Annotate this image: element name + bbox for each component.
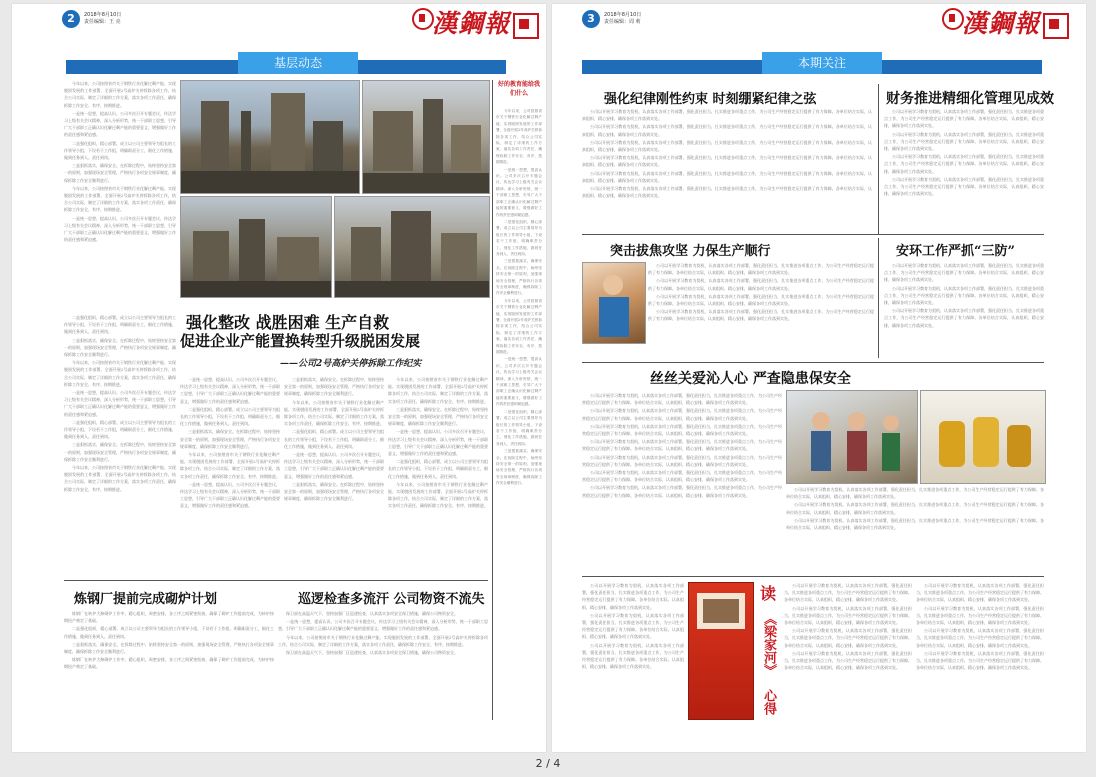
editor-line: 责任编辑：周 莉 <box>604 19 641 25</box>
article-column-3: 一是统一思想，提高认识。公司多次召开专题会议，传达学习上级有关会议精神，深入分析形势，统一干部职工思想，引导广大干部职工正确认识化解过剩产能的重要意义，增强做好工作的责任感和紧迫感。 二是强化组织，精心部署。成立以公司主要领导为组长的工作领导小组，下设若干工作组，明确职责分工，细化工作措施，做到任务到人、责任到岗。 三是狠抓落实，确保安全。在拆除过程中，始终坚持安全第一的原则，加强现场安全管理，严格执行各项安全规章制度，确保拆除工作安全顺利进行。 今年以来，公司按照省市关于钢铁行业化解过剩产能、实现脱困发展的工作部署，全面开展2号高炉关停拆除各项工作，结合公司实际，制定了详细的工作方案，落实各项工作责任，确保拆除工作安全、有序、按期推进。 一是统一思想，提高认识。公司多次召开专题会议，传达学习上级有关会议精神，深入分析形势，统一干部职工思想，引导广大干部职工正确认识化解过剩产能的重要意义，增强做好工作的责任感和紧迫感。 <box>180 377 280 509</box>
date-line: 2018年8月10日 <box>604 12 642 18</box>
a5-text-2: 公司以开展学习教育为契机，认真落实各项工作部署，强化责任担当，扎实推进各项重点工作，为公司生产经营稳定运行提供了有力保障。各单位结合实际，认真组织，精心安排，确保各项工作落到实处。 公司以开展学习教育为契机，认真落实各项工作部署，强化责任担当，扎实推进各项重点工作，为公司生产经营稳定运行提供了有力保障。各单位结合实际，认真组织，精心安排，确保各项工作落到实处。 公司以开展学习教育为契机，认真落实各项工作部署，强化责任担当，扎实推进各项重点工作，为公司生产经营稳定运行提供了有力保障。各单位结合实际，认真组织，精心安排，确保各项工作落到实处。 <box>786 487 1044 531</box>
headline-main-subtitle: ——公司2号高炉关停拆除工作纪实 <box>280 359 422 369</box>
section-title: 本期关注 <box>762 52 882 74</box>
headline-a4: 安环工作严抓“三防” <box>896 244 1015 259</box>
article-photo-demolition <box>362 80 490 194</box>
a4-text: 公司以开展学习教育为契机，认真落实各项工作部署，强化责任担当，扎实推进各项重点工作，为公司生产经营稳定运行提供了有力保障。各单位结合实际，认真组织，精心安排，确保各项工作落到实处。 公司以开展学习教育为契机，认真落实各项工作部署，强化责任担当，扎实推进各项重点工作，为公司生产经营稳定运行提供了有力保障。各单位结合实际，认真组织，精心安排，确保各项工作落到实处。 公司以开展学习教育为契机，认真落实各项工作部署，强化责任担当，扎实推进各项重点工作，为公司生产经营稳定运行提供了有力保障。各单位结合实际，认真组织，精心安排，确保各项工作落到实处。 <box>884 263 1044 328</box>
headline-bottom-right: 巡逻检查多流汗 公司物资不流失 <box>298 592 485 607</box>
seal-icon <box>1043 13 1069 39</box>
masthead-emblem-icon <box>942 8 964 30</box>
article-photo-site <box>180 196 332 298</box>
a1-text: 公司以开展学习教育为契机，认真落实各项工作部署，强化责任担当，扎实推进各项重点工作，为公司生产经营稳定运行提供了有力保障。各单位结合实际，认真组织，精心安排，确保各项工作落到实处。 公司以开展学习教育为契机，认真落实各项工作部署，强化责任担当，扎实推进各项重点工作，为公司生产经营稳定运行提供了有力保障。各单位结合实际，认真组织，精心安排，确保各项工作落到实处。 公司以开展学习教育为契机，认真落实各项工作部署，强化责任担当，扎实推进各项重点工作，为公司生产经营稳定运行提供了有力保障。各单位结合实际，认真组织，精心安排，确保各项工作落到实处。 公司以开展学习教育为契机，认真落实各项工作部署，强化责任担当，扎实推进各项重点工作，为公司生产经营稳定运行提供了有力保障。各单位结合实际，认真组织，精心安排，确保各项工作落到实处。 公司以开展学习教育为契机，认真落实各项工作部署，强化责任担当，扎实推进各项重点工作，为公司生产经营稳定运行提供了有力保障。各单位结合实际，认真组织，精心安排，确保各项工作落到实处。 公司以开展学习教育为契机，认真落实各项工作部署，强化责任担当，扎实推进各项重点工作，为公司生产经营稳定运行提供了有力保障。各单位结合实际，认真组织，精心安排，确保各项工作落到实处。 <box>582 109 872 199</box>
seal-icon <box>513 13 539 39</box>
page-number: 2 <box>62 10 80 28</box>
newspaper-page-left <box>12 4 546 752</box>
masthead-emblem-icon <box>412 8 434 30</box>
newspaper-page-right <box>552 4 1086 752</box>
article-photo-plant <box>180 80 360 194</box>
article-column-2: 二是强化组织，精心部署。成立以公司主要领导为组长的工作领导小组，下设若干工作组，明确职责分工，细化工作措施，做到任务到人、责任到岗。 三是狠抓落实，确保安全。在拆除过程中，始终坚持安全第一的原则，加强现场安全管理，严格执行各项安全规章制度，确保拆除工作安全顺利进行。 今年以来，公司按照省市关于钢铁行业化解过剩产能、实现脱困发展的工作部署，全面开展2号高炉关停拆除各项工作，结合公司实际，制定了详细的工作方案，落实各项工作责任，确保拆除工作安全、有序、按期推进。 一是统一思想，提高认识。公司多次召开专题会议，传达学习上级有关会议精神，深入分析形势，统一干部职工思想，引导广大干部职工正确认识化解过剩产能的重要意义，增强做好工作的责任感和紧迫感。 二是强化组织，精心部署。成立以公司主要领导为组长的工作领导小组，下设若干工作组，明确职责分工，细化工作措施，做到任务到人、责任到岗。 三是狠抓落实，确保安全。在拆除过程中，始终坚持安全第一的原则，加强现场安全管理，严格执行各项安全规章制度，确保拆除工作安全顺利进行。 今年以来，公司按照省市关于钢铁行业化解过剩产能、实现脱困发展的工作部署，全面开展2号高炉关停拆除各项工作，结合公司实际，制定了详细的工作方案，落实各项工作责任，确保拆除工作安全、有序、按期推进。 <box>64 315 176 492</box>
section-header <box>12 52 546 74</box>
headline-bottom-left: 炼钢厂提前完成砌炉计划 <box>74 592 218 607</box>
a2-text: 公司以开展学习教育为契机，认真落实各项工作部署，强化责任担当，扎实推进各项重点工作，为公司生产经营稳定运行提供了有力保障。各单位结合实际，认真组织，精心安排，确保各项工作落到实处。 公司以开展学习教育为契机，认真落实各项工作部署，强化责任担当，扎实推进各项重点工作，为公司生产经营稳定运行提供了有力保障。各单位结合实际，认真组织，精心安排，确保各项工作落到实处。 公司以开展学习教育为契机，认真落实各项工作部署，强化责任担当，扎实推进各项重点工作，为公司生产经营稳定运行提供了有力保障。各单位结合实际，认真组织，精心安排，确保各项工作落到实处。 公司以开展学习教育为契机，认真落实各项工作部署，强化责任担当，扎实推进各项重点工作，为公司生产经营稳定运行提供了有力保障。各单位结合实际，认真组织，精心安排，确保各项工作落到实处。 <box>884 109 1044 197</box>
book-text-left: 公司以开展学习教育为契机，认真落实各项工作部署，强化责任担当，扎实推进各项重点工作，为公司生产经营稳定运行提供了有力保障。各单位结合实际，认真组织，精心安排，确保各项工作落到实处。 公司以开展学习教育为契机，认真落实各项工作部署，强化责任担当，扎实推进各项重点工作，为公司生产经营稳定运行提供了有力保障。各单位结合实际，认真组织，精心安排，确保各项工作落到实处。 公司以开展学习教育为契机，认真落实各项工作部署，强化责任担当，扎实推进各项重点工作，为公司生产经营稳定运行提供了有力保障。各单位结合实际，认真组织，精心安排，确保各项工作落到实处。 <box>582 583 684 670</box>
editor-line: 责任编辑：王 亮 <box>84 19 121 25</box>
a5-text: 公司以开展学习教育为契机，认真落实各项工作部署，强化责任担当，扎实推进各项重点工作，为公司生产经营稳定运行提供了有力保障。各单位结合实际，认真组织，精心安排，确保各项工作落到实处。 公司以开展学习教育为契机，认真落实各项工作部署，强化责任担当，扎实推进各项重点工作，为公司生产经营稳定运行提供了有力保障。各单位结合实际，认真组织，精心安排，确保各项工作落到实处。 公司以开展学习教育为契机，认真落实各项工作部署，强化责任担当，扎实推进各项重点工作，为公司生产经营稳定运行提供了有力保障。各单位结合实际，认真组织，精心安排，确保各项工作落到实处。 公司以开展学习教育为契机，认真落实各项工作部署，强化责任担当，扎实推进各项重点工作，为公司生产经营稳定运行提供了有力保障。各单位结合实际，认真组织，精心安排，确保各项工作落到实处。 公司以开展学习教育为契机，认真落实各项工作部署，强化责任担当，扎实推进各项重点工作，为公司生产经营稳定运行提供了有力保障。各单位结合实际，认真组织，精心安排，确保各项工作落到实处。 公司以开展学习教育为契机，认真落实各项工作部署，强化责任担当，扎实推进各项重点工作，为公司生产经营稳定运行提供了有力保障。各单位结合实际，认真组织，精心安排，确保各项工作落到实处。 公司以开展学习教育为契机，认真落实各项工作部署，强化责任担当，扎实推进各项重点工作，为公司生产经营稳定运行提供了有力保障。各单位结合实际，认真组织，精心安排，确保各项工作落到实处。 <box>582 393 782 498</box>
headline-a3: 突击拔焦攻坚 力保生产顺行 <box>610 244 771 259</box>
a5-photo-goods <box>920 390 1046 484</box>
masthead-brand: 漢鋼報 <box>432 4 539 34</box>
page-number: 3 <box>582 10 600 28</box>
a5-photo-visit <box>786 390 918 484</box>
a3-text: 公司以开展学习教育为契机，认真落实各项工作部署，强化责任担当，扎实推进各项重点工作，为公司生产经营稳定运行提供了有力保障。各单位结合实际，认真组织，精心安排，确保各项工作落到实处。 公司以开展学习教育为契机，认真落实各项工作部署，强化责任担当，扎实推进各项重点工作，为公司生产经营稳定运行提供了有力保障。各单位结合实际，认真组织，精心安排，确保各项工作落到实处。 公司以开展学习教育为契机，认真落实各项工作部署，强化责任担当，扎实推进各项重点工作，为公司生产经营稳定运行提供了有力保障。各单位结合实际，认真组织，精心安排，确保各项工作落到实处。 公司以开展学习教育为契机，认真落实各项工作部署，强化责任担当，扎实推进各项重点工作，为公司生产经营稳定运行提供了有力保障。各单位结合实际，认真组织，精心安排，确保各项工作落到实处。 <box>648 263 874 322</box>
headline-a2: 财务推进精细化管理见成效 <box>886 91 1054 107</box>
headline-a1: 强化纪律刚性约束 时刻绷紧纪律之弦 <box>604 92 817 107</box>
book-feature-title: 读 《梁家河》 心得 <box>759 584 776 715</box>
article-column-4: 三是狠抓落实，确保安全。在拆除过程中，始终坚持安全第一的原则，加强现场安全管理，严格执行各项安全规章制度，确保拆除工作安全顺利进行。 今年以来，公司按照省市关于钢铁行业化解过剩产能、实现脱困发展的工作部署，全面开展2号高炉关停拆除各项工作，结合公司实际，制定了详细的工作方案，落实各项工作责任，确保拆除工作安全、有序、按期推进。 二是强化组织，精心部署。成立以公司主要领导为组长的工作领导小组，下设若干工作组，明确职责分工，细化工作措施，做到任务到人、责任到岗。 一是统一思想，提高认识。公司多次召开专题会议，传达学习上级有关会议精神，深入分析形势，统一干部职工思想，引导广大干部职工正确认识化解过剩产能的重要意义，增强做好工作的责任感和紧迫感。 三是狠抓落实，确保安全。在拆除过程中，始终坚持安全第一的原则，加强现场安全管理，严格执行各项安全规章制度，确保拆除工作安全顺利进行。 <box>284 377 384 502</box>
bottom-right-text: 保卫部在高温天气下，坚持加强厂区巡逻检查，认真落实各项安全保卫措施，确保公司物资安全。 一是统一思想，提高认识。公司多次召开专题会议，传达学习上级有关会议精神，深入分析形势，统一干部职工思想，引导广大干部职工正确认识化解过剩产能的重要意义，增强做好工作的责任感和紧迫感。 今年以来，公司按照省市关于钢铁行业化解过剩产能、实现脱困发展的工作部署，全面开展2号高炉关停拆除各项工作，结合公司实际，制定了详细的工作方案，落实各项工作责任，确保拆除工作安全、有序、按期推进。 保卫部在高温天气下，坚持加强厂区巡逻检查，认真落实各项安全保卫措施，确保公司物资安全。 <box>278 611 488 656</box>
book-text-right: 公司以开展学习教育为契机，认真落实各项工作部署，强化责任担当，扎实推进各项重点工作，为公司生产经营稳定运行提供了有力保障。各单位结合实际，认真组织，精心安排，确保各项工作落到实处。 公司以开展学习教育为契机，认真落实各项工作部署，强化责任担当，扎实推进各项重点工作，为公司生产经营稳定运行提供了有力保障。各单位结合实际，认真组织，精心安排，确保各项工作落到实处。 公司以开展学习教育为契机，认真落实各项工作部署，强化责任担当，扎实推进各项重点工作，为公司生产经营稳定运行提供了有力保障。各单位结合实际，认真组织，精心安排，确保各项工作落到实处。 公司以开展学习教育为契机，认真落实各项工作部署，强化责任担当，扎实推进各项重点工作，为公司生产经营稳定运行提供了有力保障。各单位结合实际，认真组织，精心安排，确保各项工作落到实处。 <box>916 583 1044 671</box>
sidebar-title: 好的教育能给我们什么 <box>497 81 540 97</box>
page-indicator: 2 / 4 <box>535 757 561 770</box>
section-header <box>552 52 1086 74</box>
headline-main-line1: 强化整改 战胜困难 生产自救 <box>186 313 390 332</box>
section-title: 基层动态 <box>238 52 358 74</box>
article-column-1: 今年以来，公司按照省市关于钢铁行业化解过剩产能、实现脱困发展的工作部署，全面开展2号高炉关停拆除各项工作，结合公司实际，制定了详细的工作方案，落实各项工作责任，确保拆除工作安全、有序、按期推进。 一是统一思想，提高认识。公司多次召开专题会议，传达学习上级有关会议精神，深入分析形势，统一干部职工思想，引导广大干部职工正确认识化解过剩产能的重要意义，增强做好工作的责任感和紧迫感。 二是强化组织，精心部署。成立以公司主要领导为组长的工作领导小组，下设若干工作组，明确职责分工，细化工作措施，做到任务到人、责任到岗。 三是狠抓落实，确保安全。在拆除过程中，始终坚持安全第一的原则，加强现场安全管理，严格执行各项安全规章制度，确保拆除工作安全顺利进行。 今年以来，公司按照省市关于钢铁行业化解过剩产能、实现脱困发展的工作部署，全面开展2号高炉关停拆除各项工作，结合公司实际，制定了详细的工作方案，落实各项工作责任，确保拆除工作安全、有序、按期推进。 一是统一思想，提高认识。公司多次召开专题会议，传达学习上级有关会议精神，深入分析形势，统一干部职工思想，引导广大干部职工正确认识化解过剩产能的重要意义，增强做好工作的责任感和紧迫感。 <box>64 81 176 243</box>
book-text-mid: 公司以开展学习教育为契机，认真落实各项工作部署，强化责任担当，扎实推进各项重点工作，为公司生产经营稳定运行提供了有力保障。各单位结合实际，认真组织，精心安排，确保各项工作落到实处。 公司以开展学习教育为契机，认真落实各项工作部署，强化责任担当，扎实推进各项重点工作，为公司生产经营稳定运行提供了有力保障。各单位结合实际，认真组织，精心安排，确保各项工作落到实处。 公司以开展学习教育为契机，认真落实各项工作部署，强化责任担当，扎实推进各项重点工作，为公司生产经营稳定运行提供了有力保障。各单位结合实际，认真组织，精心安排，确保各项工作落到实处。 公司以开展学习教育为契机，认真落实各项工作部署，强化责任担当，扎实推进各项重点工作，为公司生产经营稳定运行提供了有力保障。各单位结合实际，认真组织，精心安排，确保各项工作落到实处。 <box>784 583 912 671</box>
sidebar-text: 今年以来，公司按照省市关于钢铁行业化解过剩产能、实现脱困发展的工作部署，全面开展2号高炉关停拆除各项工作，结合公司实际，制定了详细的工作方案，落实各项工作责任，确保拆除工作安全、有序、按期推进。 一是统一思想，提高认识。公司多次召开专题会议，传达学习上级有关会议精神，深入分析形势，统一干部职工思想，引导广大干部职工正确认识化解过剩产能的重要意义，增强做好工作的责任感和紧迫感。 二是强化组织，精心部署。成立以公司主要领导为组长的工作领导小组，下设若干工作组，明确职责分工，细化工作措施，做到任务到人、责任到岗。 三是狠抓落实，确保安全。在拆除过程中，始终坚持安全第一的原则，加强现场安全管理，严格执行各项安全规章制度，确保拆除工作安全顺利进行。 今年以来，公司按照省市关于钢铁行业化解过剩产能、实现脱困发展的工作部署，全面开展2号高炉关停拆除各项工作，结合公司实际，制定了详细的工作方案，落实各项工作责任，确保拆除工作安全、有序、按期推进。 一是统一思想，提高认识。公司多次召开专题会议，传达学习上级有关会议精神，深入分析形势，统一干部职工思想，引导广大干部职工正确认识化解过剩产能的重要意义，增强做好工作的责任感和紧迫感。 二是强化组织，精心部署。成立以公司主要领导为组长的工作领导小组，下设若干工作组，明确职责分工，细化工作措施，做到任务到人、责任到岗。 三是狠抓落实，确保安全。在拆除过程中，始终坚持安全第一的原则，加强现场安全管理，严格执行各项安全规章制度，确保拆除工作安全顺利进行。 <box>496 109 542 486</box>
a3-photo <box>582 262 646 344</box>
book-cover <box>688 582 754 720</box>
article-photo-workers <box>334 196 490 298</box>
headline-main-line2: 促进企业产能置换转型升级脱困发展 <box>180 332 421 350</box>
headline-a5: 丝丝关爱沁人心 严查隐患保安全 <box>650 371 851 387</box>
masthead-brand: 漢鋼報 <box>962 4 1069 34</box>
bottom-left-text: 炼钢厂在转炉大修砌炉工作中，精心组织，周密安排，各工序之间紧密衔接，确保了砌炉工作提前完成，为转炉按期投产奠定了基础。 二是强化组织，精心部署。成立以公司主要领导为组长的工作领导小组，下设若干工作组，明确职责分工，细化工作措施，做到任务到人、责任到岗。 三是狠抓落实，确保安全。在拆除过程中，始终坚持安全第一的原则，加强现场安全管理，严格执行各项安全规章制度，确保拆除工作安全顺利进行。 炼钢厂在转炉大修砌炉工作中，精心组织，周密安排，各工序之间紧密衔接，确保了砌炉工作提前完成，为转炉按期投产奠定了基础。 <box>64 611 274 670</box>
date-line: 2018年8月10日 <box>84 12 122 18</box>
article-column-5: 今年以来，公司按照省市关于钢铁行业化解过剩产能、实现脱困发展的工作部署，全面开展2号高炉关停拆除各项工作，结合公司实际，制定了详细的工作方案，落实各项工作责任，确保拆除工作安全、有序、按期推进。 三是狠抓落实，确保安全。在拆除过程中，始终坚持安全第一的原则，加强现场安全管理，严格执行各项安全规章制度，确保拆除工作安全顺利进行。 一是统一思想，提高认识。公司多次召开专题会议，传达学习上级有关会议精神，深入分析形势，统一干部职工思想，引导广大干部职工正确认识化解过剩产能的重要意义，增强做好工作的责任感和紧迫感。 二是强化组织，精心部署。成立以公司主要领导为组长的工作领导小组，下设若干工作组，明确职责分工，细化工作措施，做到任务到人、责任到岗。 今年以来，公司按照省市关于钢铁行业化解过剩产能、实现脱困发展的工作部署，全面开展2号高炉关停拆除各项工作，结合公司实际，制定了详细的工作方案，落实各项工作责任，确保拆除工作安全、有序、按期推进。 <box>388 377 488 509</box>
